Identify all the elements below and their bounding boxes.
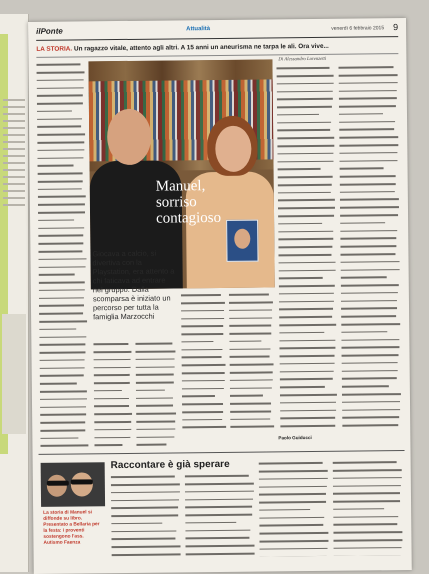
text-line — [229, 325, 273, 331]
text-line — [136, 428, 176, 434]
text-line — [279, 347, 337, 353]
text-line — [94, 429, 132, 435]
text-line — [135, 343, 175, 349]
text-line — [40, 375, 88, 381]
text-line — [181, 349, 225, 355]
text-line — [38, 258, 86, 264]
article-column-right — [276, 65, 338, 432]
text-line — [277, 160, 335, 166]
text-line — [182, 380, 226, 386]
text-line — [278, 184, 336, 190]
text-line — [39, 305, 87, 311]
text-line — [279, 293, 337, 299]
text-line — [185, 490, 255, 496]
text-line — [280, 417, 338, 423]
text-line — [339, 160, 399, 166]
text-line — [279, 277, 337, 283]
text-line — [333, 469, 403, 475]
text-line — [38, 227, 86, 233]
section-label: Attualità — [186, 26, 211, 33]
text-line — [279, 316, 337, 322]
text-line — [277, 153, 335, 159]
text-line — [259, 517, 329, 523]
text-line — [230, 426, 274, 432]
text-line — [280, 409, 338, 415]
text-line — [342, 385, 402, 391]
text-line — [229, 309, 273, 315]
sidebar-column-1 — [111, 473, 182, 558]
text-line — [279, 300, 337, 306]
text-line — [136, 420, 176, 426]
text-line — [277, 114, 335, 120]
text-line — [40, 398, 88, 404]
text-line — [279, 285, 337, 291]
text-line — [333, 485, 403, 491]
text-line — [40, 445, 88, 448]
text-line — [93, 351, 131, 357]
text-line — [333, 539, 403, 545]
text-line — [229, 333, 273, 339]
text-line — [278, 254, 336, 260]
text-line — [40, 437, 88, 443]
text-line — [278, 223, 336, 229]
text-line — [339, 121, 399, 127]
text-line — [181, 333, 225, 339]
text-line — [259, 540, 329, 546]
publication-name: ilPonte — [36, 26, 63, 36]
text-line — [230, 403, 274, 409]
text-line — [342, 370, 402, 376]
text-line — [341, 269, 401, 275]
text-line — [94, 436, 132, 442]
text-line — [280, 394, 338, 400]
text-line — [279, 324, 337, 330]
text-line — [340, 183, 400, 189]
text-line — [278, 168, 336, 174]
text-line — [342, 409, 402, 415]
text-line — [39, 289, 87, 295]
article-column-middle-2 — [135, 340, 176, 446]
text-line — [280, 386, 338, 392]
text-line — [342, 354, 402, 360]
text-line — [333, 508, 403, 514]
text-line — [280, 363, 338, 369]
newspaper-page — [28, 18, 412, 574]
text-line — [182, 364, 226, 370]
text-line — [135, 350, 175, 356]
text-line — [136, 405, 176, 411]
text-line — [38, 180, 86, 186]
text-line — [136, 389, 176, 395]
text-line — [339, 113, 399, 119]
article-headline — [36, 42, 398, 53]
text-line — [39, 274, 87, 280]
text-line — [341, 323, 401, 329]
text-line — [341, 300, 401, 306]
text-line — [277, 129, 335, 135]
text-line — [338, 66, 398, 72]
text-line — [136, 366, 176, 372]
text-line — [259, 532, 329, 538]
sidebar-caption: La storia di Manuel si diffonde su libro. Presentato a Bellaria per la festa: i proventi sostengono l'ass. Autismo Faenza — [43, 510, 100, 546]
text-line — [39, 336, 87, 342]
text-line — [260, 548, 330, 554]
text-line — [339, 136, 399, 142]
text-line — [277, 121, 335, 127]
text-line — [341, 339, 401, 345]
text-line — [278, 215, 336, 221]
text-line — [279, 308, 337, 314]
sidebar-photo — [41, 462, 105, 507]
text-line — [185, 475, 255, 481]
text-line — [37, 118, 85, 124]
text-line — [229, 340, 273, 346]
text-line — [40, 359, 88, 365]
text-line — [40, 406, 88, 412]
text-line — [229, 317, 273, 323]
text-line — [342, 362, 402, 368]
text-line — [259, 478, 329, 484]
text-line — [340, 206, 400, 212]
text-line — [340, 222, 400, 228]
text-line — [230, 395, 274, 401]
text-line — [182, 356, 226, 362]
text-line — [38, 188, 86, 194]
text-line — [182, 395, 226, 401]
text-line — [277, 106, 335, 112]
text-line — [341, 261, 401, 267]
headline-kicker: LA STORIA. — [36, 45, 73, 53]
text-line — [40, 367, 88, 373]
article-column-right-2 — [338, 64, 402, 431]
text-line — [340, 175, 400, 181]
text-line — [94, 390, 132, 396]
text-line — [182, 387, 226, 393]
text-line — [112, 553, 182, 558]
text-line — [39, 266, 87, 272]
text-line — [39, 297, 87, 303]
text-line — [37, 141, 85, 147]
text-line — [259, 524, 329, 530]
text-line — [93, 343, 131, 349]
text-line — [94, 421, 132, 427]
text-line — [229, 301, 273, 307]
text-line — [229, 348, 273, 354]
text-line — [37, 126, 85, 132]
text-line — [94, 382, 132, 388]
text-line — [339, 97, 399, 103]
text-line — [341, 315, 401, 321]
text-line — [111, 476, 181, 482]
text-line — [38, 196, 86, 202]
text-line — [37, 79, 85, 85]
text-line — [280, 402, 338, 408]
text-line — [111, 522, 181, 528]
text-line — [277, 67, 335, 73]
text-line — [38, 235, 86, 241]
text-line — [341, 292, 401, 298]
text-line — [39, 281, 87, 287]
adjacent-page-box — [2, 314, 26, 434]
text-line — [136, 444, 176, 447]
text-line — [37, 110, 85, 116]
text-line — [278, 238, 336, 244]
text-line — [94, 405, 132, 411]
article-column-middle — [93, 341, 132, 447]
text-line — [339, 152, 399, 158]
text-line — [182, 419, 226, 425]
text-line — [279, 261, 337, 267]
text-line — [111, 483, 181, 489]
text-line — [260, 555, 330, 556]
text-line — [111, 507, 181, 513]
text-line — [38, 219, 86, 225]
text-line — [94, 413, 132, 419]
text-line — [333, 516, 403, 522]
text-line — [341, 284, 401, 290]
text-line — [94, 366, 132, 372]
text-line — [40, 390, 88, 396]
text-line — [279, 339, 337, 345]
adjacent-page-text — [3, 94, 25, 211]
text-line — [181, 325, 225, 331]
text-line — [259, 485, 329, 491]
text-line — [38, 204, 86, 210]
text-line — [339, 105, 399, 111]
text-line — [339, 144, 399, 150]
text-line — [39, 320, 87, 326]
text-line — [39, 328, 87, 334]
sidebar-column-2 — [185, 473, 256, 558]
text-line — [277, 98, 335, 104]
text-line — [181, 341, 225, 347]
sidebar-column-4 — [333, 459, 404, 556]
photo-title-line: contagioso — [155, 209, 222, 227]
text-line — [94, 398, 132, 404]
text-line — [112, 546, 182, 552]
article-column-center — [181, 292, 226, 432]
text-line — [111, 499, 181, 505]
text-line — [185, 514, 255, 520]
text-line — [38, 243, 86, 249]
man-head — [107, 109, 152, 165]
headline-text: Un ragazzo vitale, attento agli altri. A 15 anni un aneurisma ne tarpa le ali. Ora vive... — [73, 42, 329, 53]
text-line — [342, 378, 402, 384]
text-line — [39, 351, 87, 357]
text-line — [182, 372, 226, 378]
text-line — [37, 87, 85, 93]
text-line — [38, 250, 86, 256]
text-line — [333, 531, 403, 537]
text-line — [136, 358, 176, 364]
text-line — [259, 493, 329, 499]
article-deck: Giocava a calcio, si divertiva con la Playstation, era attento a chi faticava ad entrare nel gruppo. Dalla scomparsa è iniziato un percorso per tutta la famiglia Marzocchi — [92, 248, 175, 322]
text-line — [342, 416, 402, 422]
text-line — [277, 90, 335, 96]
text-line — [185, 537, 255, 543]
text-line — [340, 245, 400, 251]
text-line — [182, 411, 226, 417]
text-line — [230, 387, 274, 393]
text-line — [278, 176, 336, 182]
text-line — [37, 134, 85, 140]
text-line — [230, 371, 274, 377]
text-line — [333, 461, 403, 467]
text-line — [340, 237, 400, 243]
author-signature: Paolo Guiducci — [278, 435, 312, 441]
text-line — [341, 307, 401, 313]
sidebar-column-3 — [259, 460, 330, 557]
adjacent-page — [0, 14, 29, 572]
text-line — [40, 414, 88, 420]
text-line — [38, 173, 86, 179]
text-line — [185, 529, 255, 535]
text-line — [277, 137, 335, 143]
text-line — [340, 191, 400, 197]
text-line — [278, 191, 336, 197]
text-line — [341, 346, 401, 352]
text-line — [277, 145, 335, 151]
text-line — [230, 364, 274, 370]
text-line — [229, 294, 273, 300]
text-line — [279, 269, 337, 275]
text-line — [342, 401, 402, 407]
text-line — [38, 165, 86, 171]
text-line — [259, 509, 329, 515]
text-line — [37, 71, 85, 77]
issue-date: venerdì 6 febbraio 2015 — [331, 25, 385, 32]
text-line — [278, 199, 336, 205]
text-line — [186, 545, 256, 551]
text-line — [334, 555, 404, 556]
photo-title-line: Manuel, — [155, 178, 206, 195]
text-line — [181, 302, 225, 308]
text-line — [230, 410, 274, 416]
headline-rule — [36, 53, 398, 58]
text-line — [277, 83, 335, 89]
text-line — [230, 418, 274, 424]
text-line — [230, 356, 274, 362]
text-line — [185, 483, 255, 489]
text-line — [111, 538, 181, 544]
framed-portrait — [226, 220, 258, 262]
photo-title — [156, 178, 221, 227]
text-line — [136, 382, 176, 388]
text-line — [339, 129, 399, 135]
text-line — [280, 378, 338, 384]
text-line — [333, 492, 403, 498]
text-line — [186, 553, 256, 558]
text-line — [277, 75, 335, 81]
text-line — [341, 331, 401, 337]
text-line — [136, 374, 176, 380]
byline: Di Alessandro Lorenzetti — [278, 56, 327, 63]
text-line — [340, 214, 400, 220]
text-line — [339, 90, 399, 96]
text-line — [111, 491, 181, 497]
text-line — [40, 421, 88, 427]
text-line — [278, 207, 336, 213]
text-line — [340, 230, 400, 236]
text-line — [280, 425, 338, 431]
text-line — [39, 313, 87, 319]
text-line — [259, 462, 329, 468]
article-column-left — [36, 61, 88, 447]
text-line — [259, 470, 329, 476]
text-line — [279, 332, 337, 338]
text-line — [340, 167, 400, 173]
text-line — [136, 397, 176, 403]
text-line — [185, 522, 255, 528]
text-line — [40, 383, 88, 389]
text-line — [259, 501, 329, 507]
text-line — [94, 359, 132, 365]
text-line — [334, 547, 404, 553]
text-line — [278, 230, 336, 236]
text-line — [341, 276, 401, 282]
text-line — [39, 344, 87, 350]
text-line — [185, 506, 255, 512]
text-line — [333, 477, 403, 483]
sidebar-title: Raccontare è già sperare — [110, 458, 230, 472]
page-header — [36, 24, 398, 41]
text-line — [181, 294, 225, 300]
text-line — [111, 514, 181, 520]
text-line — [342, 424, 402, 430]
text-line — [182, 426, 226, 432]
photo-title-line: sorriso — [155, 194, 197, 211]
text-line — [333, 524, 403, 530]
text-line — [182, 403, 226, 409]
text-line — [94, 374, 132, 380]
woman-head — [215, 126, 251, 172]
text-line — [36, 64, 84, 70]
sidebar-article — [39, 450, 406, 565]
text-line — [136, 436, 176, 442]
text-line — [40, 429, 88, 435]
page-number: 9 — [393, 22, 399, 33]
text-line — [278, 246, 336, 252]
text-line — [37, 95, 85, 101]
text-line — [333, 500, 403, 506]
text-line — [280, 370, 338, 376]
article-column-center-2 — [229, 291, 274, 431]
text-line — [342, 393, 402, 399]
text-line — [230, 379, 274, 385]
text-line — [181, 317, 225, 323]
text-line — [339, 82, 399, 88]
text-line — [94, 444, 132, 447]
text-line — [280, 355, 338, 361]
text-line — [185, 498, 255, 504]
text-line — [340, 253, 400, 259]
text-line — [181, 310, 225, 316]
text-line — [38, 211, 86, 217]
text-line — [37, 157, 85, 163]
text-line — [111, 530, 181, 536]
text-line — [339, 74, 399, 80]
text-line — [37, 149, 85, 155]
text-line — [136, 413, 176, 419]
text-line — [340, 199, 400, 205]
text-line — [37, 102, 85, 108]
